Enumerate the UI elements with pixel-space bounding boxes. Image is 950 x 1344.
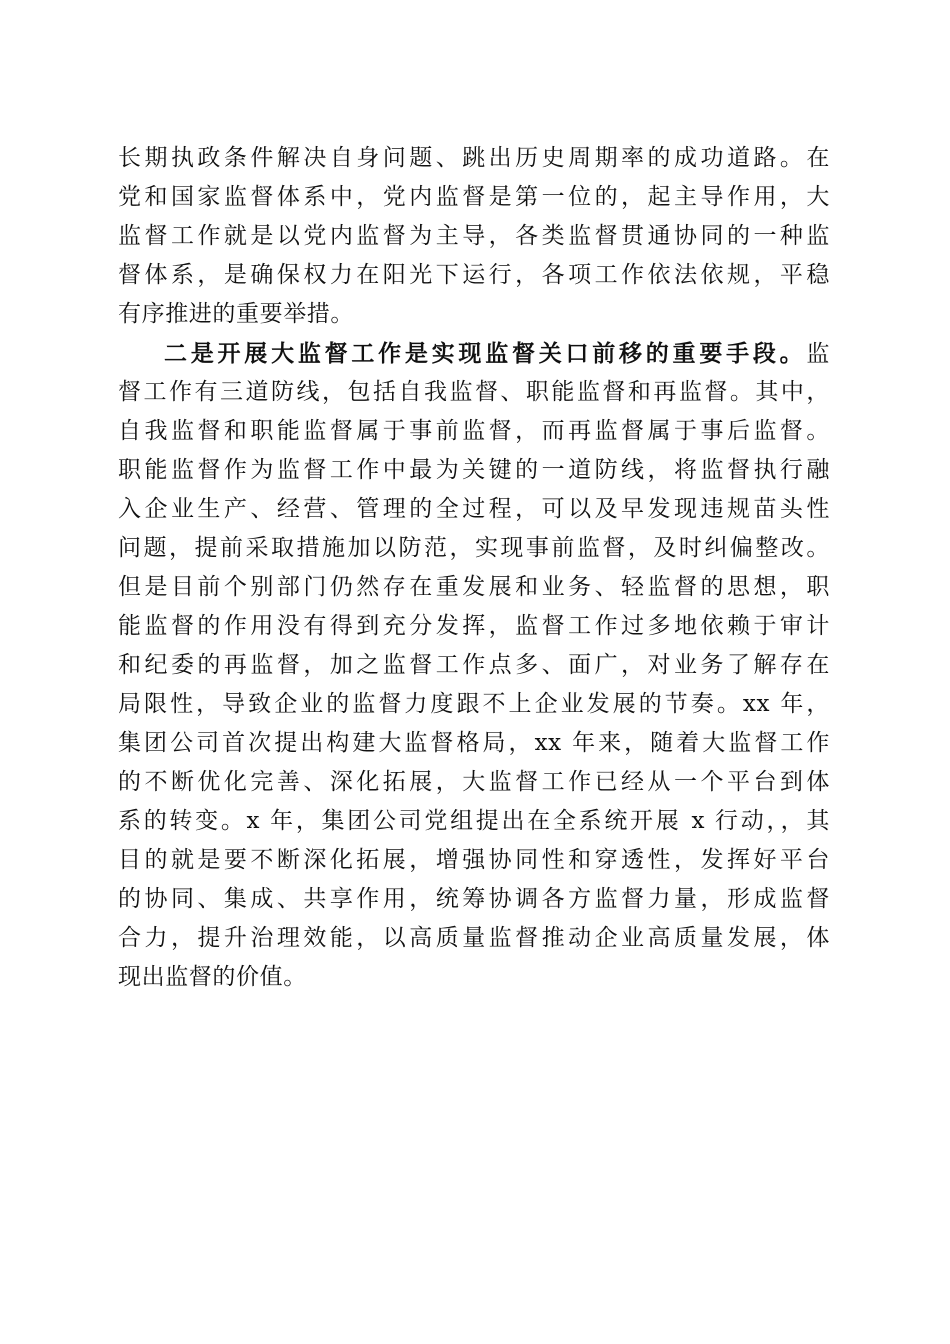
paragraph1-line: 长期执政条件解决自身问题、跳出历史周期率的成功道路。在 — [118, 145, 830, 171]
paragraph2-first-line-rest: 监 — [806, 341, 830, 367]
paragraph2-line: 但是目前个别部门仍然存在重发展和业务、轻监督的思想，职 — [118, 574, 830, 600]
paragraph2-line: 能监督的作用没有得到充分发挥，监督工作过多地依赖于审计 — [118, 613, 830, 639]
paragraph2-line: 职能监督作为监督工作中最为关键的一道防线，将监督执行融 — [118, 457, 830, 483]
paragraph2-line: 自我监督和职能监督属于事前监督，而再监督属于事后监督。 — [118, 418, 830, 444]
paragraph2-line: 问题，提前采取措施加以防范，实现事前监督，及时纠偏整改。 — [118, 535, 830, 561]
paragraph2-first-line — [118, 334, 830, 373]
paragraph2-line: 入企业生产、经营、管理的全过程，可以及早发现违规苗头性 — [118, 496, 830, 522]
paragraph1-line: 督体系，是确保权力在阳光下运行，各项工作依法依规，平稳 — [118, 262, 830, 288]
paragraph2-lead: 二是开展大监督工作是实现监督关口前移的重要手段。 — [164, 340, 807, 367]
paragraph2-line: 合力，提升治理效能，以高质量监督推动企业高质量发展，体 — [118, 925, 830, 951]
paragraph1-line: 监督工作就是以党内监督为主导，各类监督贯通协同的一种监 — [118, 223, 830, 249]
paragraph2-line: 和纪委的再监督，加之监督工作点多、面广，对业务了解存在 — [118, 652, 830, 678]
document-body — [118, 139, 830, 997]
paragraph2-line: 现出监督的价值。 — [118, 964, 307, 990]
paragraph2-line: 集团公司首次提出构建大监督格局，xx 年来，随着大监督工作 — [118, 730, 830, 756]
paragraph2-line: 系的转变。x 年，集团公司党组提出在全系统开展 x 行动，，其 — [118, 808, 830, 834]
paragraph2-line: 督工作有三道防线，包括自我监督、职能监督和再监督。其中， — [118, 379, 830, 405]
paragraph2-line: 的不断优化完善、深化拓展，大监督工作已经从一个平台到体 — [118, 769, 830, 795]
paragraph1-line: 有序推进的重要举措。 — [118, 301, 354, 327]
paragraph2-line: 的协同、集成、共享作用，统筹协调各方监督力量，形成监督 — [118, 886, 830, 912]
paragraph1-line: 党和国家监督体系中，党内监督是第一位的，起主导作用，大 — [118, 184, 830, 210]
paragraph2-line: 目的就是要不断深化拓展，增强协同性和穿透性，发挥好平台 — [118, 847, 830, 873]
paragraph2-line: 局限性，导致企业的监督力度跟不上企业发展的节奏。xx 年， — [118, 691, 830, 717]
